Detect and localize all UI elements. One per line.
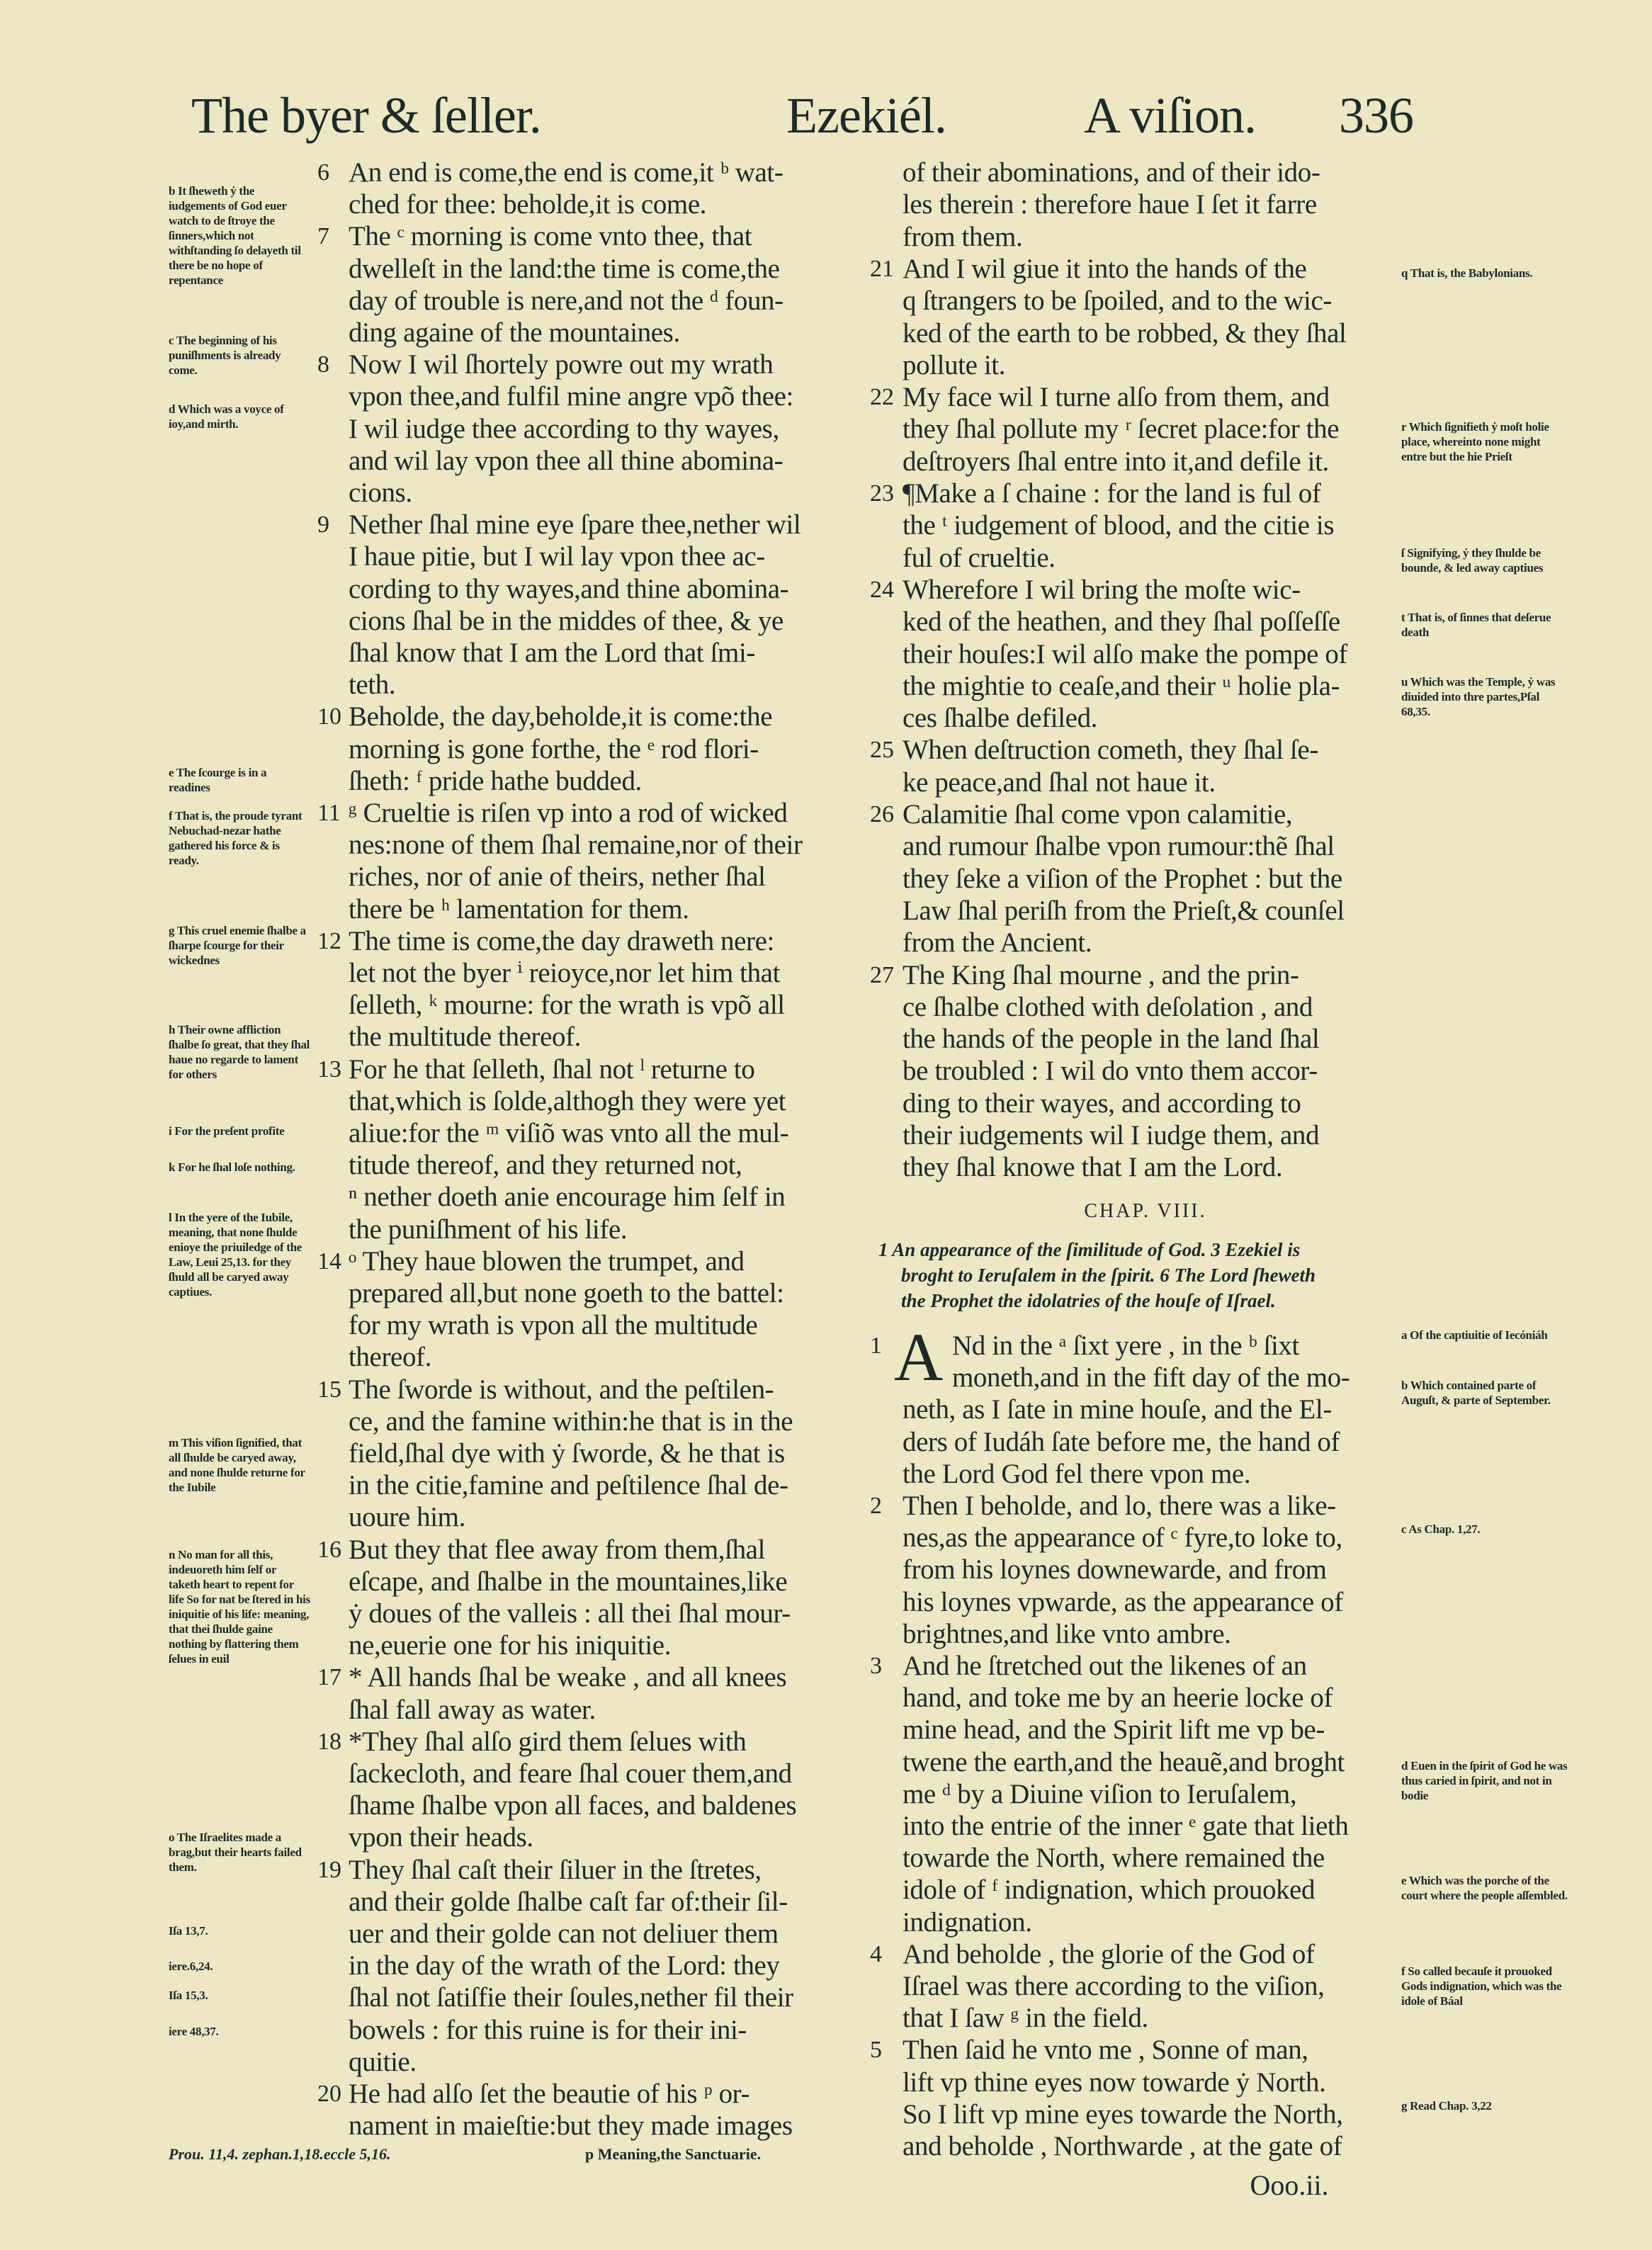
text-line: The ᶜ morning is come vnto thee, that <box>349 221 752 252</box>
text-line: ẏ doues of the valleis : all thei ſhal mour- <box>349 1598 791 1629</box>
text-line: ces ſhalbe defiled. <box>903 703 1098 734</box>
text-line: thereof. <box>349 1342 431 1373</box>
margin-note: c As Chap. 1,27. <box>1401 1522 1481 1536</box>
text-line: ſelleth, ᵏ mourne: for the wrath is vpõ all <box>349 990 785 1021</box>
text-line: * All hands ſhal be weake , and all knees <box>349 1662 787 1693</box>
margin-note: r Which ſignifieth ẏ moſt holie place, whereinto none might entre but the hie Prieſt <box>1401 420 1549 463</box>
verse-number: 1 <box>870 1333 882 1359</box>
text-line: Wherefore I wil bring the moſte wic- <box>903 574 1301 605</box>
text-line: day of trouble is nere,and not the ᵈ foun- <box>349 285 783 316</box>
text-line: towarde the North, where remained the <box>903 1843 1325 1874</box>
chapter-argument-line: the Prophet the idolatries of the houſe of Iſrael. <box>901 1290 1276 1311</box>
text-line: ked of the heathen, and they ſhal poſſeſſe <box>903 606 1340 638</box>
text-line: from them. <box>903 221 1023 252</box>
text-line: brightnes,and like vnto ambre. <box>903 1618 1231 1649</box>
text-line: of their abominations, and of their ido- <box>903 157 1320 188</box>
text-line: aliue:for the ᵐ viſiõ was vnto all the mul- <box>349 1118 789 1148</box>
text-line: indignation. <box>903 1906 1032 1938</box>
text-line: mine head, and the Spirit lift me vp be- <box>903 1714 1325 1746</box>
drop-cap: A <box>894 1319 944 1395</box>
text-line: riches, nor of anie of theirs, nether ſhal <box>349 861 766 893</box>
text-line: moneth,and in the fift day of the mo- <box>952 1362 1350 1393</box>
verse-number: 7 <box>317 223 329 250</box>
text-line: And beholde , the glorie of the God of <box>903 1938 1315 1969</box>
text-line: and rumour ſhalbe vpon rumour:thẽ ſhal <box>903 831 1335 862</box>
verse-number: 11 <box>317 800 341 826</box>
margin-note: f So called becauſe it prouoked Gods indignation, which was the idole of Báal <box>1401 1964 1562 2008</box>
verse-number: 14 <box>317 1248 341 1274</box>
verse-number: 27 <box>870 961 894 988</box>
text-line: for my wrath is vpon all the multitude <box>349 1310 758 1341</box>
text-line: they ſhal pollute my ʳ ſecret place:for the <box>903 414 1340 445</box>
text-line: And he ſtretched out the likenes of an <box>903 1651 1307 1681</box>
text-line: nes:none of them ſhal remaine,nor of their <box>349 830 803 861</box>
text-line: dwelleſt in the land:the time is come,the <box>349 253 780 284</box>
text-line: into the entrie of the inner ᵉ gate that lieth <box>903 1811 1349 1841</box>
text-line: lift vp thine eyes now towarde ẏ North. <box>903 2067 1326 2098</box>
text-line: q ſtrangers to be ſpoiled, and to the wic- <box>903 286 1332 317</box>
text-line: Nd in the ᵃ ſixt yere , in the ᵇ ſixt <box>952 1330 1299 1361</box>
text-line: He had alſo ſet the beautie of his ᵖ or- <box>349 2079 750 2109</box>
text-line: their iudgements wil I iudge them, and <box>903 1120 1320 1151</box>
margin-note: t That is, of ſinnes that deſerue death <box>1401 611 1551 639</box>
chapter-heading: CHAP. VIII. <box>1084 1200 1207 1222</box>
text-line: his loynes vpwarde, as the appearance of <box>903 1586 1343 1617</box>
margin-note: e Which was the porche of the court where the people aſſembled. <box>1401 1874 1568 1902</box>
text-line: But they that flee away from them,ſhal <box>349 1534 766 1565</box>
running-head-book: Ezekiél. <box>786 87 946 144</box>
text-line: Now I wil ſhortely powre out my wrath <box>349 349 774 380</box>
text-line: The time is come,the day draweth nere: <box>349 925 774 956</box>
text-line: they ſeke a viſion of the Prophet : but the <box>903 863 1342 894</box>
verse-number: 10 <box>317 703 341 730</box>
text-line: cions. <box>349 477 412 508</box>
text-line: For he that ſelleth, ſhal not ˡ returne to <box>349 1053 755 1085</box>
text-line: The King ſhal mourne , and the prin- <box>903 959 1299 990</box>
text-line: bowels : for this ruine is for their ini- <box>349 2014 747 2045</box>
margin-note: q That is, the Babylonians. <box>1401 266 1533 280</box>
margin-note: c The beginning of his puniſhments is already come. <box>169 334 281 377</box>
verse-number: 12 <box>317 927 341 954</box>
text-line: cions ſhal be in the middes of thee, & ye <box>349 605 783 636</box>
signature-mark: Ooo.ii. <box>1250 2169 1329 2201</box>
text-line: be troubled : I wil do vnto them accor- <box>903 1056 1318 1087</box>
margin-note: d Which was a voyce of ioy,and mirth. <box>169 402 284 431</box>
text-line: the puniſhment of his life. <box>349 1214 628 1245</box>
margin-note: n No man for all this, indeuoreth him ſelf or taketh heart to repent for life So for nat be ſtered in his iniquitie of his life: meaning, that thei ſhulde gaine nothing by flattering them ſelues in euil <box>169 1548 310 1666</box>
footer-references: Prou. 11,4. zephan.1,18.eccle 5,16. <box>169 2145 391 2163</box>
margin-note: l In the yere of the Iubile, meaning, that none ſhulde enioye the priuiledge of the Law, Leui 25,13. for they ſhuld all be caryed away captiues. <box>169 1211 302 1299</box>
margin-note: e The ſcourge is in a readines <box>169 766 267 794</box>
text-line: quitie. <box>349 2046 417 2077</box>
chapter-argument-line: 1 An appearance of the ſimilitude of God. 3 Ezekiel is <box>878 1239 1301 1260</box>
text-line: ſhame ſhalbe vpon all faces, and baldenes <box>349 1790 797 1821</box>
text-line: ful of crueltie. <box>903 542 1056 573</box>
margin-note: i For the preſent profite <box>169 1124 285 1138</box>
chapter-argument-line: broght to Ieruſalem in the ſpirit. 6 The Lord ſheweth <box>901 1265 1316 1286</box>
text-line: ſackecloth, and feare ſhal couer them,and <box>349 1758 792 1789</box>
text-line: ding againe of the mountaines. <box>349 317 680 348</box>
text-line: there be ʰ lamentation for them. <box>349 893 689 925</box>
text-line: Iſrael was there according to the viſion, <box>903 1971 1325 2001</box>
margin-note: a Of the captiuitie of Iecóniáh <box>1401 1328 1548 1342</box>
text-line: uer and their golde can not deliuer them <box>349 1918 779 1949</box>
text-line: let not the byer ⁱ reioyce,nor let him that <box>349 958 781 988</box>
text-line: neth, as I ſate in mine houſe, and the El- <box>903 1394 1332 1425</box>
text-line: ᵒ They haue blowen the trumpet, and <box>349 1245 745 1277</box>
text-line: from the Ancient. <box>903 927 1092 959</box>
margin-note: h Their owne affliction ſhalbe ſo great, that they ſhal haue no regarde to lament for others <box>169 1023 310 1081</box>
margin-note: iere 48,37. <box>169 2025 219 2038</box>
text-line: nes,as the appearance of ᶜ fyre,to loke to, <box>903 1522 1342 1554</box>
running-head-right: A viſion. <box>1084 87 1257 144</box>
text-line: I haue pitie, but I wil lay vpon thee ac- <box>349 541 765 572</box>
text-line: ſhal know that I am the Lord that ſmi- <box>349 638 755 668</box>
verse-number: 16 <box>317 1536 341 1563</box>
margin-note: o The Iſraelites made a brag,but their hearts failed them. <box>169 1831 302 1874</box>
verse-number: 22 <box>870 384 894 411</box>
verse-number: 2 <box>870 1493 882 1519</box>
text-line: hand, and toke me by an heerie locke of <box>903 1683 1333 1714</box>
verse-number: 5 <box>870 2037 882 2064</box>
text-line: the Lord God fel there vpon me. <box>903 1458 1251 1489</box>
text-line: ders of Iudáh ſate before me, the hand of <box>903 1426 1340 1457</box>
text-line: eſcape, and ſhalbe in the mountaines,like <box>349 1566 788 1597</box>
text-line: the multitude thereof. <box>349 1022 582 1053</box>
running-head-left: The byer & ſeller. <box>191 87 541 144</box>
text-line: ding to their wayes, and according to <box>903 1087 1301 1119</box>
text-line: I wil iudge thee according to thy wayes, <box>349 413 779 444</box>
text-line: Then ſaid he vnto me , Sonne of man, <box>903 2035 1308 2066</box>
verse-number: 9 <box>317 511 329 538</box>
text-line: idole of ᶠ indignation, which prouoked <box>903 1875 1316 1906</box>
text-line: They ſhal caſt their ſiluer in the ſtretes, <box>349 1854 762 1885</box>
text-line: ſheth: ᶠ pride hathe budded. <box>349 765 642 796</box>
verse-number: 6 <box>317 159 329 186</box>
margin-note: iere.6,24. <box>169 1960 213 1973</box>
margin-note: d Euen in the ſpirit of God he was thus caried in ſpirit, and not in bodie <box>1401 1759 1568 1802</box>
margin-note: b It ſheweth ẏ the iudgements of God euer watch to de ſtroye the ſinners,which not withſtanding ſo delayeth til there be no hope of repentance <box>169 184 301 287</box>
footer-note: p Meaning,the Sanctuarie. <box>585 2145 762 2163</box>
text-line: and their golde ſhalbe caſt far of:their ſil- <box>349 1886 788 1917</box>
text-line: me ᵈ by a Diuine viſion to Ieruſalem, <box>903 1778 1297 1809</box>
text-line: teth. <box>349 669 396 701</box>
text-line: twene the earth,and the heauẽ,and broght <box>903 1746 1345 1777</box>
text-line: deſtroyers ſhal entre into it,and defile it. <box>903 446 1329 477</box>
text-line: the mightie to ceaſe,and their ᵘ holie pla- <box>903 670 1340 701</box>
verse-number: 24 <box>870 576 894 603</box>
text-line: ¶Make a ſ chaine : for the land is ful of <box>903 478 1321 509</box>
text-line: ked of the earth to be robbed, & they ſhal <box>903 317 1347 349</box>
margin-note: u Which was the Temple, ẏ was diuided into thre partes,Pſal 68,35. <box>1401 675 1556 718</box>
margin-note: Iſa 15,3. <box>169 1989 208 2002</box>
text-line: ce, and the famine within:he that is in the <box>349 1406 793 1437</box>
text-line: they ſhal knowe that I am the Lord. <box>903 1152 1283 1183</box>
margin-note: g This cruel enemie ſhalbe a ſharpe ſcourge for their wickednes <box>169 924 306 967</box>
verse-number: 20 <box>317 2081 341 2107</box>
verse-number: 21 <box>870 255 894 282</box>
text-line: morning is gone forthe, the ᵉ rod flori- <box>349 733 759 764</box>
text-line: ched for thee: beholde,it is come. <box>349 189 707 220</box>
text-line: Nether ſhal mine eye ſpare thee,nether wil <box>349 509 801 541</box>
text-line: ce ſhalbe clothed with deſolation , and <box>903 991 1313 1022</box>
text-line: pollute it. <box>903 349 1006 380</box>
text-line: ke peace,and ſhal not haue it. <box>903 767 1216 798</box>
verse-number: 4 <box>870 1940 882 1967</box>
text-line: prepared all,but none goeth to the battel: <box>349 1278 784 1308</box>
text-line: and beholde , Northwarde , at the gate of <box>903 2131 1342 2161</box>
text-line: in the day of the wrath of the Lord: they <box>349 1950 780 1982</box>
text-line: ᵍ Crueltie is riſen vp into a rod of wicked <box>349 798 788 828</box>
text-line: ſhal fall away as water. <box>349 1694 596 1725</box>
verse-number: 19 <box>317 1856 341 1883</box>
text-line: Beholde, the day,beholde,it is come:the <box>349 701 773 733</box>
text-line: So I lift vp mine eyes towarde the North, <box>903 2098 1343 2130</box>
text-line: And I wil giue it into the hands of the <box>903 253 1307 284</box>
text-line: in the citie,famine and peſtilence ſhal de- <box>349 1470 788 1501</box>
text-line: Then I beholde, and lo, there was a like- <box>903 1491 1336 1521</box>
text-line: cording to thy wayes,and thine abomina- <box>349 573 789 604</box>
text-line: and wil lay vpon thee all thine abomina- <box>349 445 783 476</box>
text-line: vpon thee,and fulfil mine angre vpõ thee: <box>349 381 793 412</box>
text-line: vpon their heads. <box>349 1822 533 1853</box>
text-line: ⁿ nether doeth anie encourage him ſelf in <box>349 1182 786 1213</box>
text-line: ſhal not ſatiſfie their ſoules,nether fil their <box>349 1982 793 2013</box>
margin-note: k For he ſhal loſe nothing. <box>169 1160 295 1174</box>
text-line: uoure him. <box>349 1502 465 1533</box>
text-line: the ᵗ iudgement of blood, and the citie is <box>903 510 1335 541</box>
verse-number: 18 <box>317 1728 341 1755</box>
margin-note: Iſa 13,7. <box>169 1924 208 1938</box>
verse-number: 23 <box>870 480 894 507</box>
margin-note: f That is, the proude tyrant Nebuchad-nezar hathe gathered his force & is ready. <box>169 809 302 867</box>
verse-number: 26 <box>870 801 894 827</box>
verse-number: 15 <box>317 1376 341 1403</box>
margin-note: g Read Chap. 3,22 <box>1401 2099 1492 2113</box>
verse-number: 25 <box>870 737 894 764</box>
margin-note: ſ Signifying, ẏ they ſhulde be bounde, & led away captiues <box>1401 546 1544 575</box>
text-line: When deſtruction cometh, they ſhal ſe- <box>903 735 1318 766</box>
verse-number: 17 <box>317 1664 341 1691</box>
text-line: field,ſhal dye with ẏ ſworde, & he that is <box>349 1438 785 1469</box>
text-line: My face wil I turne alſo from them, and <box>903 382 1330 413</box>
text-line: Calamitie ſhal come vpon calamitie, <box>903 799 1293 830</box>
verse-number: 3 <box>870 1653 882 1679</box>
verse-number: 13 <box>317 1056 341 1082</box>
text-line: les therein : therefore haue I ſet it farre <box>903 189 1317 220</box>
text-line: that,which is ſolde,althogh they were yet <box>349 1085 786 1116</box>
text-line: that I ſaw ᵍ in the field. <box>903 2003 1148 2034</box>
text-line: The ſworde is without, and the peſtilen- <box>349 1374 774 1405</box>
verse-number: 8 <box>317 351 329 378</box>
page-number: 336 <box>1339 87 1413 144</box>
text-line: from his loynes downewarde, and from <box>903 1554 1327 1585</box>
text-line: Law ſhal periſh from the Prieſt,& counſel <box>903 895 1345 926</box>
margin-note: b Which contained parte of Auguſt, & parte of September. <box>1401 1379 1551 1407</box>
text-line: An end is come,the end is come,it ᵇ wat- <box>349 157 783 188</box>
text-line: titude thereof, and they returned not, <box>349 1150 742 1181</box>
text-line: *They ſhal alſo gird them ſelues with <box>349 1726 747 1757</box>
text-line: ne,euerie one for his iniquitie. <box>349 1630 672 1661</box>
text-line: their houſes:I wil alſo make the pompe of <box>903 638 1348 669</box>
text-line: the hands of the people in the land ſhal <box>903 1024 1320 1055</box>
text-line: nament in maieſtie:but they made images <box>349 2110 793 2142</box>
margin-note: m This viſion ſignified, that all ſhulde be caryed away, and none ſhulde returne for the Iubile <box>169 1436 305 1494</box>
